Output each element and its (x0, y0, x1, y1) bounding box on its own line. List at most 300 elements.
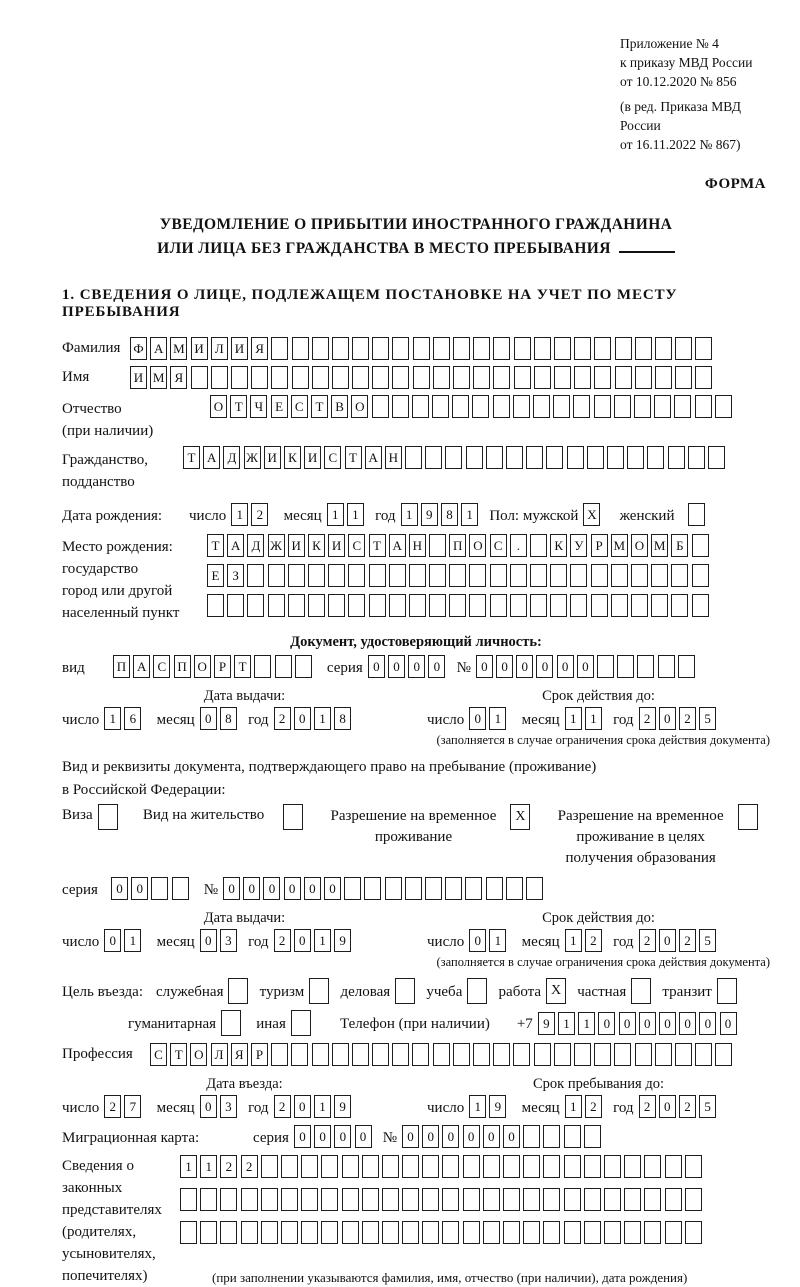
birth-place-cell[interactable]: И (328, 534, 345, 557)
birth-place-cell[interactable]: Т (207, 534, 224, 557)
name-cell[interactable] (292, 366, 309, 389)
citizenship-cell[interactable] (668, 446, 685, 469)
birth-place-cell[interactable] (227, 594, 244, 617)
profession-cell[interactable] (433, 1043, 450, 1066)
phone-digit-cell[interactable]: 0 (598, 1012, 615, 1035)
birth-place-cell[interactable] (409, 564, 426, 587)
citizenship-cell[interactable]: Т (345, 446, 362, 469)
birth-day-cell[interactable]: 1 (231, 503, 248, 526)
representative-cell[interactable] (564, 1155, 581, 1178)
representative-cell[interactable] (261, 1221, 278, 1244)
birth-month-cell[interactable]: 1 (327, 503, 344, 526)
birth-place-cell[interactable]: Б (671, 534, 688, 557)
doc-number-cell[interactable] (637, 655, 654, 678)
name-cell[interactable] (312, 366, 329, 389)
stay-day-cell[interactable]: 1 (469, 1095, 486, 1118)
representative-cell[interactable] (685, 1221, 702, 1244)
representative-cell[interactable] (503, 1188, 520, 1211)
profession-cell[interactable] (312, 1043, 329, 1066)
patronymic-cell[interactable] (493, 395, 510, 418)
patronymic-cell[interactable] (472, 395, 489, 418)
citizenship-cell[interactable]: И (304, 446, 321, 469)
surname-cell[interactable] (493, 337, 510, 360)
name-cell[interactable] (554, 366, 571, 389)
birth-place-cell[interactable] (328, 594, 345, 617)
birth-place-cell[interactable]: К (550, 534, 567, 557)
purpose-transit-checkbox[interactable] (717, 978, 737, 1004)
birth-place-cell[interactable] (490, 564, 507, 587)
doc-issue-year-cell[interactable]: 2 (274, 707, 291, 730)
representative-cell[interactable] (665, 1155, 682, 1178)
birth-place-cell[interactable]: И (288, 534, 305, 557)
profession-cell[interactable] (392, 1043, 409, 1066)
patronymic-cell[interactable]: С (291, 395, 308, 418)
birth-place-cell[interactable] (490, 594, 507, 617)
birth-place-cell[interactable] (550, 594, 567, 617)
surname-cell[interactable]: Л (211, 337, 228, 360)
migration-card-number-cell[interactable] (543, 1125, 560, 1148)
representative-cell[interactable]: 1 (200, 1155, 217, 1178)
citizenship-cell[interactable]: Д (223, 446, 240, 469)
birth-place-cell[interactable]: С (348, 534, 365, 557)
patronymic-cell[interactable] (614, 395, 631, 418)
representative-cell[interactable] (644, 1155, 661, 1178)
doc-valid-year-cell[interactable]: 2 (679, 707, 696, 730)
entry-month-cell[interactable]: 3 (220, 1095, 237, 1118)
residence-issue-month-cell[interactable]: 0 (200, 929, 217, 952)
birth-place-cell[interactable] (369, 594, 386, 617)
patronymic-cell[interactable] (372, 395, 389, 418)
representative-cell[interactable] (564, 1188, 581, 1211)
representative-cell[interactable] (321, 1188, 338, 1211)
birth-place-cell[interactable] (692, 534, 709, 557)
citizenship-cell[interactable] (486, 446, 503, 469)
representative-cell[interactable] (624, 1221, 641, 1244)
female-checkbox[interactable] (688, 503, 705, 526)
profession-cell[interactable]: Л (211, 1043, 228, 1066)
purpose-work-checkbox[interactable]: X (546, 978, 566, 1004)
name-cell[interactable] (211, 366, 228, 389)
representative-cell[interactable] (362, 1188, 379, 1211)
migration-card-number-cell[interactable] (584, 1125, 601, 1148)
profession-cell[interactable] (493, 1043, 510, 1066)
surname-cell[interactable] (554, 337, 571, 360)
birth-place-cell[interactable] (288, 594, 305, 617)
name-cell[interactable] (231, 366, 248, 389)
doc-valid-year-cell[interactable]: 0 (659, 707, 676, 730)
profession-cell[interactable] (453, 1043, 470, 1066)
doc-kind-cell[interactable]: Т (234, 655, 251, 678)
residence-valid-month-cell[interactable]: 1 (565, 929, 582, 952)
representative-cell[interactable] (463, 1188, 480, 1211)
doc-valid-month-cell[interactable]: 1 (585, 707, 602, 730)
profession-cell[interactable] (332, 1043, 349, 1066)
residence-series-cell[interactable]: 0 (111, 877, 128, 900)
representative-cell[interactable] (442, 1221, 459, 1244)
doc-issue-year-cell[interactable]: 1 (314, 707, 331, 730)
citizenship-cell[interactable]: Н (385, 446, 402, 469)
citizenship-cell[interactable] (688, 446, 705, 469)
citizenship-cell[interactable]: Ж (244, 446, 261, 469)
stay-month-cell[interactable]: 1 (565, 1095, 582, 1118)
patronymic-cell[interactable] (594, 395, 611, 418)
phone-digit-cell[interactable]: 0 (619, 1012, 636, 1035)
entry-year-cell[interactable]: 0 (294, 1095, 311, 1118)
birth-place-cell[interactable] (651, 564, 668, 587)
name-cell[interactable] (332, 366, 349, 389)
birth-place-cell[interactable] (692, 564, 709, 587)
representative-cell[interactable]: 2 (220, 1155, 237, 1178)
residence-number-cell[interactable] (425, 877, 442, 900)
birth-day-cell[interactable]: 2 (251, 503, 268, 526)
phone-digit-cell[interactable]: 0 (720, 1012, 737, 1035)
birth-place-cell[interactable]: Е (207, 564, 224, 587)
representative-cell[interactable] (362, 1221, 379, 1244)
male-checkbox[interactable]: X (583, 503, 600, 526)
representative-cell[interactable] (422, 1188, 439, 1211)
representative-cell[interactable] (382, 1188, 399, 1211)
birth-place-cell[interactable]: Н (409, 534, 426, 557)
purpose-other-checkbox[interactable] (291, 1010, 311, 1036)
residence-issue-year-cell[interactable]: 2 (274, 929, 291, 952)
representative-cell[interactable] (543, 1188, 560, 1211)
representative-cell[interactable]: 1 (180, 1155, 197, 1178)
birth-place-cell[interactable] (692, 594, 709, 617)
migration-card-number-cell[interactable]: 0 (463, 1125, 480, 1148)
citizenship-cell[interactable]: А (203, 446, 220, 469)
birth-place-cell[interactable] (469, 594, 486, 617)
representative-cell[interactable] (604, 1188, 621, 1211)
name-cell[interactable] (635, 366, 652, 389)
birth-place-cell[interactable]: З (227, 564, 244, 587)
phone-digit-cell[interactable]: 1 (578, 1012, 595, 1035)
migration-card-number-cell[interactable] (564, 1125, 581, 1148)
birth-place-cell[interactable]: . (510, 534, 527, 557)
representative-cell[interactable] (644, 1221, 661, 1244)
name-cell[interactable] (493, 366, 510, 389)
doc-issue-day-cell[interactable]: 6 (124, 707, 141, 730)
birth-place-cell[interactable] (348, 594, 365, 617)
birth-place-cell[interactable] (671, 564, 688, 587)
representative-cell[interactable] (241, 1188, 258, 1211)
doc-kind-cell[interactable] (275, 655, 292, 678)
birth-place-cell[interactable]: П (449, 534, 466, 557)
doc-kind-cell[interactable]: П (113, 655, 130, 678)
entry-year-cell[interactable]: 2 (274, 1095, 291, 1118)
surname-cell[interactable] (594, 337, 611, 360)
purpose-business-checkbox[interactable] (395, 978, 415, 1004)
name-cell[interactable] (514, 366, 531, 389)
surname-cell[interactable]: М (170, 337, 187, 360)
surname-cell[interactable] (655, 337, 672, 360)
representative-cell[interactable] (523, 1221, 540, 1244)
birth-place-cell[interactable] (631, 564, 648, 587)
residence-series-cell[interactable]: 0 (131, 877, 148, 900)
surname-cell[interactable] (635, 337, 652, 360)
representative-cell[interactable] (342, 1221, 359, 1244)
representative-cell[interactable] (342, 1155, 359, 1178)
purpose-tourism-checkbox[interactable] (309, 978, 329, 1004)
residence-valid-year-cell[interactable]: 2 (679, 929, 696, 952)
citizenship-cell[interactable]: А (365, 446, 382, 469)
representative-cell[interactable] (442, 1155, 459, 1178)
surname-cell[interactable] (372, 337, 389, 360)
doc-kind-cell[interactable] (295, 655, 312, 678)
representative-cell[interactable] (584, 1155, 601, 1178)
birth-place-cell[interactable] (308, 564, 325, 587)
name-cell[interactable] (453, 366, 470, 389)
profession-cell[interactable] (513, 1043, 530, 1066)
residence-number-cell[interactable] (385, 877, 402, 900)
surname-cell[interactable] (514, 337, 531, 360)
residence-number-cell[interactable] (486, 877, 503, 900)
residence-number-cell[interactable]: 0 (324, 877, 341, 900)
birth-place-cell[interactable]: М (611, 534, 628, 557)
residence-issue-year-cell[interactable]: 9 (334, 929, 351, 952)
citizenship-cell[interactable] (445, 446, 462, 469)
residence-valid-year-cell[interactable]: 0 (659, 929, 676, 952)
birth-place-cell[interactable] (449, 564, 466, 587)
representative-cell[interactable] (200, 1221, 217, 1244)
surname-cell[interactable] (675, 337, 692, 360)
birth-year-cell[interactable]: 9 (421, 503, 438, 526)
name-cell[interactable] (675, 366, 692, 389)
representative-cell[interactable] (463, 1221, 480, 1244)
representative-cell[interactable] (463, 1155, 480, 1178)
birth-place-cell[interactable]: О (469, 534, 486, 557)
profession-cell[interactable] (594, 1043, 611, 1066)
birth-place-cell[interactable] (510, 564, 527, 587)
birth-place-cell[interactable]: О (631, 534, 648, 557)
patronymic-cell[interactable] (553, 395, 570, 418)
representative-cell[interactable] (220, 1221, 237, 1244)
patronymic-cell[interactable]: Т (311, 395, 328, 418)
migration-card-series-cell[interactable]: 0 (355, 1125, 372, 1148)
doc-valid-day-cell[interactable]: 1 (489, 707, 506, 730)
birth-place-cell[interactable] (389, 564, 406, 587)
birth-month-cell[interactable]: 1 (347, 503, 364, 526)
patronymic-cell[interactable] (432, 395, 449, 418)
representative-cell[interactable] (624, 1155, 641, 1178)
patronymic-cell[interactable]: В (331, 395, 348, 418)
doc-series-cell[interactable]: 0 (428, 655, 445, 678)
citizenship-cell[interactable] (627, 446, 644, 469)
phone-digit-cell[interactable]: 0 (679, 1012, 696, 1035)
name-cell[interactable] (271, 366, 288, 389)
residence-number-cell[interactable]: 0 (223, 877, 240, 900)
surname-cell[interactable] (615, 337, 632, 360)
doc-series-cell[interactable]: 0 (388, 655, 405, 678)
name-cell[interactable] (191, 366, 208, 389)
citizenship-cell[interactable] (405, 446, 422, 469)
birth-place-cell[interactable] (570, 564, 587, 587)
surname-cell[interactable]: А (150, 337, 167, 360)
representative-cell[interactable] (281, 1155, 298, 1178)
profession-cell[interactable] (635, 1043, 652, 1066)
representative-cell[interactable] (180, 1188, 197, 1211)
birth-place-cell[interactable] (530, 594, 547, 617)
patronymic-cell[interactable] (715, 395, 732, 418)
representative-cell[interactable] (301, 1221, 318, 1244)
profession-cell[interactable]: С (150, 1043, 167, 1066)
surname-cell[interactable] (312, 337, 329, 360)
doc-valid-month-cell[interactable]: 1 (565, 707, 582, 730)
representative-cell[interactable] (422, 1155, 439, 1178)
birth-place-cell[interactable] (429, 594, 446, 617)
residence-issue-year-cell[interactable]: 1 (314, 929, 331, 952)
residence-issue-month-cell[interactable]: 3 (220, 929, 237, 952)
representative-cell[interactable] (584, 1188, 601, 1211)
name-cell[interactable] (352, 366, 369, 389)
patronymic-cell[interactable]: Е (271, 395, 288, 418)
birth-place-cell[interactable] (389, 594, 406, 617)
representative-cell[interactable] (665, 1188, 682, 1211)
surname-cell[interactable] (332, 337, 349, 360)
doc-number-cell[interactable]: 0 (476, 655, 493, 678)
profession-cell[interactable] (675, 1043, 692, 1066)
residence-valid-year-cell[interactable]: 2 (639, 929, 656, 952)
representative-cell[interactable] (261, 1188, 278, 1211)
migration-card-series-cell[interactable]: 0 (294, 1125, 311, 1148)
stay-day-cell[interactable]: 9 (489, 1095, 506, 1118)
patronymic-cell[interactable] (513, 395, 530, 418)
representative-cell[interactable] (604, 1155, 621, 1178)
residence-number-cell[interactable]: 0 (304, 877, 321, 900)
name-cell[interactable]: Я (170, 366, 187, 389)
doc-number-cell[interactable]: 0 (557, 655, 574, 678)
surname-cell[interactable] (473, 337, 490, 360)
doc-number-cell[interactable] (597, 655, 614, 678)
name-cell[interactable] (695, 366, 712, 389)
birth-place-cell[interactable] (530, 534, 547, 557)
representative-cell[interactable] (321, 1155, 338, 1178)
birth-year-cell[interactable]: 1 (401, 503, 418, 526)
patronymic-cell[interactable] (412, 395, 429, 418)
patronymic-cell[interactable] (654, 395, 671, 418)
doc-series-cell[interactable]: 0 (408, 655, 425, 678)
patronymic-cell[interactable] (392, 395, 409, 418)
stay-year-cell[interactable]: 2 (679, 1095, 696, 1118)
citizenship-cell[interactable] (425, 446, 442, 469)
representative-cell[interactable] (321, 1221, 338, 1244)
patronymic-cell[interactable] (695, 395, 712, 418)
name-cell[interactable] (413, 366, 430, 389)
name-cell[interactable] (534, 366, 551, 389)
doc-valid-year-cell[interactable]: 5 (699, 707, 716, 730)
profession-cell[interactable] (574, 1043, 591, 1066)
citizenship-cell[interactable]: И (264, 446, 281, 469)
patronymic-cell[interactable] (533, 395, 550, 418)
citizenship-cell[interactable]: С (324, 446, 341, 469)
residence-series-cell[interactable] (172, 877, 189, 900)
birth-place-cell[interactable] (671, 594, 688, 617)
surname-cell[interactable] (695, 337, 712, 360)
representative-cell[interactable] (644, 1188, 661, 1211)
profession-cell[interactable] (271, 1043, 288, 1066)
visa-checkbox[interactable] (98, 804, 118, 830)
representative-cell[interactable] (685, 1188, 702, 1211)
birth-place-cell[interactable]: А (227, 534, 244, 557)
representative-cell[interactable] (342, 1188, 359, 1211)
citizenship-cell[interactable] (526, 446, 543, 469)
birth-place-cell[interactable]: Т (369, 534, 386, 557)
residence-number-cell[interactable] (506, 877, 523, 900)
representative-cell[interactable] (281, 1188, 298, 1211)
birth-place-cell[interactable] (288, 564, 305, 587)
representative-cell[interactable] (624, 1188, 641, 1211)
surname-cell[interactable] (271, 337, 288, 360)
birth-place-cell[interactable] (369, 564, 386, 587)
doc-series-cell[interactable]: 0 (368, 655, 385, 678)
birth-place-cell[interactable] (207, 594, 224, 617)
citizenship-cell[interactable] (546, 446, 563, 469)
name-cell[interactable] (594, 366, 611, 389)
doc-number-cell[interactable]: 0 (516, 655, 533, 678)
birth-place-cell[interactable]: Д (247, 534, 264, 557)
birth-place-cell[interactable] (611, 564, 628, 587)
surname-cell[interactable] (574, 337, 591, 360)
residence-number-cell[interactable] (445, 877, 462, 900)
doc-number-cell[interactable]: 0 (496, 655, 513, 678)
doc-kind-cell[interactable] (254, 655, 271, 678)
surname-cell[interactable]: Я (251, 337, 268, 360)
residence-valid-day-cell[interactable]: 1 (489, 929, 506, 952)
entry-year-cell[interactable]: 1 (314, 1095, 331, 1118)
birth-place-cell[interactable] (469, 564, 486, 587)
surname-cell[interactable] (433, 337, 450, 360)
stay-year-cell[interactable]: 2 (639, 1095, 656, 1118)
phone-digit-cell[interactable]: 0 (659, 1012, 676, 1035)
migration-card-number-cell[interactable]: 0 (503, 1125, 520, 1148)
entry-year-cell[interactable]: 9 (334, 1095, 351, 1118)
doc-issue-year-cell[interactable]: 8 (334, 707, 351, 730)
profession-cell[interactable] (291, 1043, 308, 1066)
name-cell[interactable]: И (130, 366, 147, 389)
patronymic-cell[interactable]: О (351, 395, 368, 418)
representative-cell[interactable] (301, 1188, 318, 1211)
birth-place-cell[interactable] (449, 594, 466, 617)
name-cell[interactable] (473, 366, 490, 389)
doc-number-cell[interactable] (617, 655, 634, 678)
representative-cell[interactable] (442, 1188, 459, 1211)
representative-cell[interactable] (402, 1188, 419, 1211)
patronymic-cell[interactable] (573, 395, 590, 418)
temp-residence-edu-checkbox[interactable] (738, 804, 758, 830)
representative-cell[interactable] (685, 1155, 702, 1178)
birth-place-cell[interactable] (611, 594, 628, 617)
birth-place-cell[interactable] (429, 564, 446, 587)
stay-year-cell[interactable]: 0 (659, 1095, 676, 1118)
doc-kind-cell[interactable]: А (133, 655, 150, 678)
profession-cell[interactable] (715, 1043, 732, 1066)
migration-card-number-cell[interactable]: 0 (483, 1125, 500, 1148)
citizenship-cell[interactable] (708, 446, 725, 469)
patronymic-cell[interactable]: О (210, 395, 227, 418)
birth-place-cell[interactable] (530, 564, 547, 587)
citizenship-cell[interactable] (567, 446, 584, 469)
birth-place-cell[interactable] (409, 594, 426, 617)
birth-year-cell[interactable]: 1 (461, 503, 478, 526)
doc-issue-month-cell[interactable]: 0 (200, 707, 217, 730)
residence-issue-day-cell[interactable]: 0 (104, 929, 121, 952)
residence-issue-year-cell[interactable]: 0 (294, 929, 311, 952)
representative-cell[interactable] (483, 1155, 500, 1178)
residence-valid-day-cell[interactable]: 0 (469, 929, 486, 952)
birth-place-cell[interactable] (308, 594, 325, 617)
citizenship-cell[interactable] (466, 446, 483, 469)
residence-number-cell[interactable] (465, 877, 482, 900)
residence-number-cell[interactable] (344, 877, 361, 900)
